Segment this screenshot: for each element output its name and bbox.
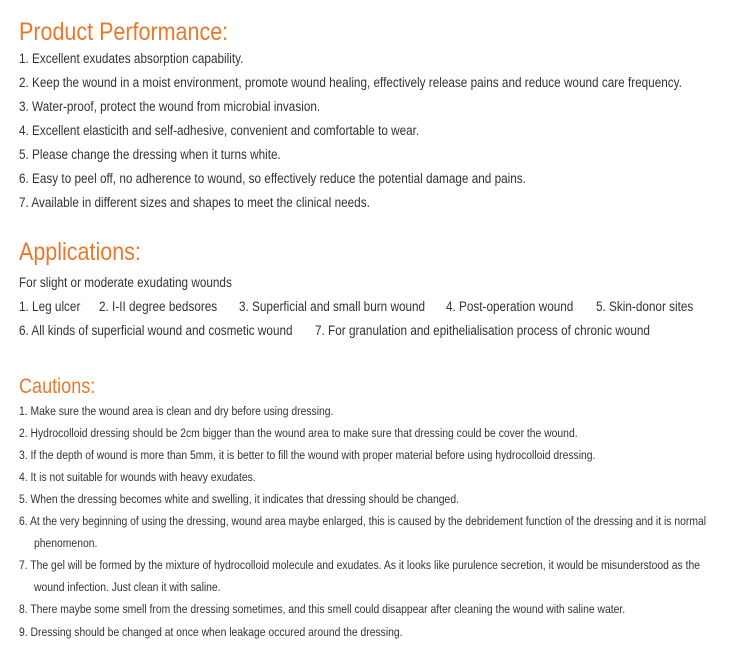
performance-item: 6. Easy to peel off, no adherence to wound, so effectively reduce the potential damage and pains. [19, 171, 526, 186]
product-performance-heading: Product Performance: [19, 18, 229, 46]
caution-line-continuation: wound infection. Just clean it with saline. [34, 580, 221, 594]
caution-line: 6. At the very beginning of using the dressing, wound area maybe enlarged, this is caused by the debridement function of the dressing and it is normal [19, 514, 707, 528]
caution-line: 8. There maybe some smell from the dressing sometimes, and this smell could disappear after cleaning the wound with saline water. [19, 602, 626, 616]
caution-line: 3. If the depth of wound is more than 5mm, it is better to fill the wound with proper material before using hydrocolloid dressing. [19, 448, 596, 462]
caution-line: 2. Hydrocolloid dressing should be 2cm bigger than the wound area to make sure that dressing could be cover the wound. [19, 426, 578, 440]
caution-line: 4. It is not suitable for wounds with heavy exudates. [19, 470, 256, 484]
performance-item: 2. Keep the wound in a moist environment, promote wound healing, effectively release pains and reduce wound care frequency. [19, 75, 682, 90]
applications-intro: For slight or moderate exudating wounds [19, 275, 232, 290]
caution-line: 7. The gel will be formed by the mixture of hydrocolloid molecule and exudates. As it looks like purulence secretion, it would be misunderstood as the [19, 558, 701, 572]
caution-line: 5. When the dressing becomes white and swelling, it indicates that dressing should be changed. [19, 492, 459, 506]
performance-item: 3. Water-proof, protect the wound from microbial invasion. [19, 99, 321, 114]
performance-item: 5. Please change the dressing when it turns white. [19, 147, 281, 162]
caution-line: 1. Make sure the wound area is clean and dry before using dressing. [19, 404, 334, 418]
performance-item: 1. Excellent exudates absorption capability. [19, 51, 244, 66]
applications-row-1 [19, 299, 739, 317]
applications-heading: Applications: [19, 238, 141, 266]
cautions-heading: Cautions: [19, 375, 96, 398]
application-item: 1. Leg ulcer [19, 299, 81, 314]
performance-item: 7. Available in different sizes and shapes to meet the clinical needs. [19, 195, 370, 210]
application-item: 7. For granulation and epithelialisation process of chronic wound [315, 323, 650, 338]
application-item: 2. I-II degree bedsores [99, 299, 218, 314]
caution-line: 9. Dressing should be changed at once when leakage occured around the dressing. [19, 625, 403, 639]
applications-row-2 [19, 323, 739, 341]
performance-item: 4. Excellent elasticith and self-adhesive, convenient and comfortable to wear. [19, 123, 420, 138]
application-item: 5. Skin-donor sites [596, 299, 694, 314]
application-item: 6. All kinds of superficial wound and cosmetic wound [19, 323, 293, 338]
application-item: 4. Post-operation wound [446, 299, 574, 314]
caution-line-continuation: phenomenon. [34, 536, 98, 550]
application-item: 3. Superficial and small burn wound [239, 299, 426, 314]
